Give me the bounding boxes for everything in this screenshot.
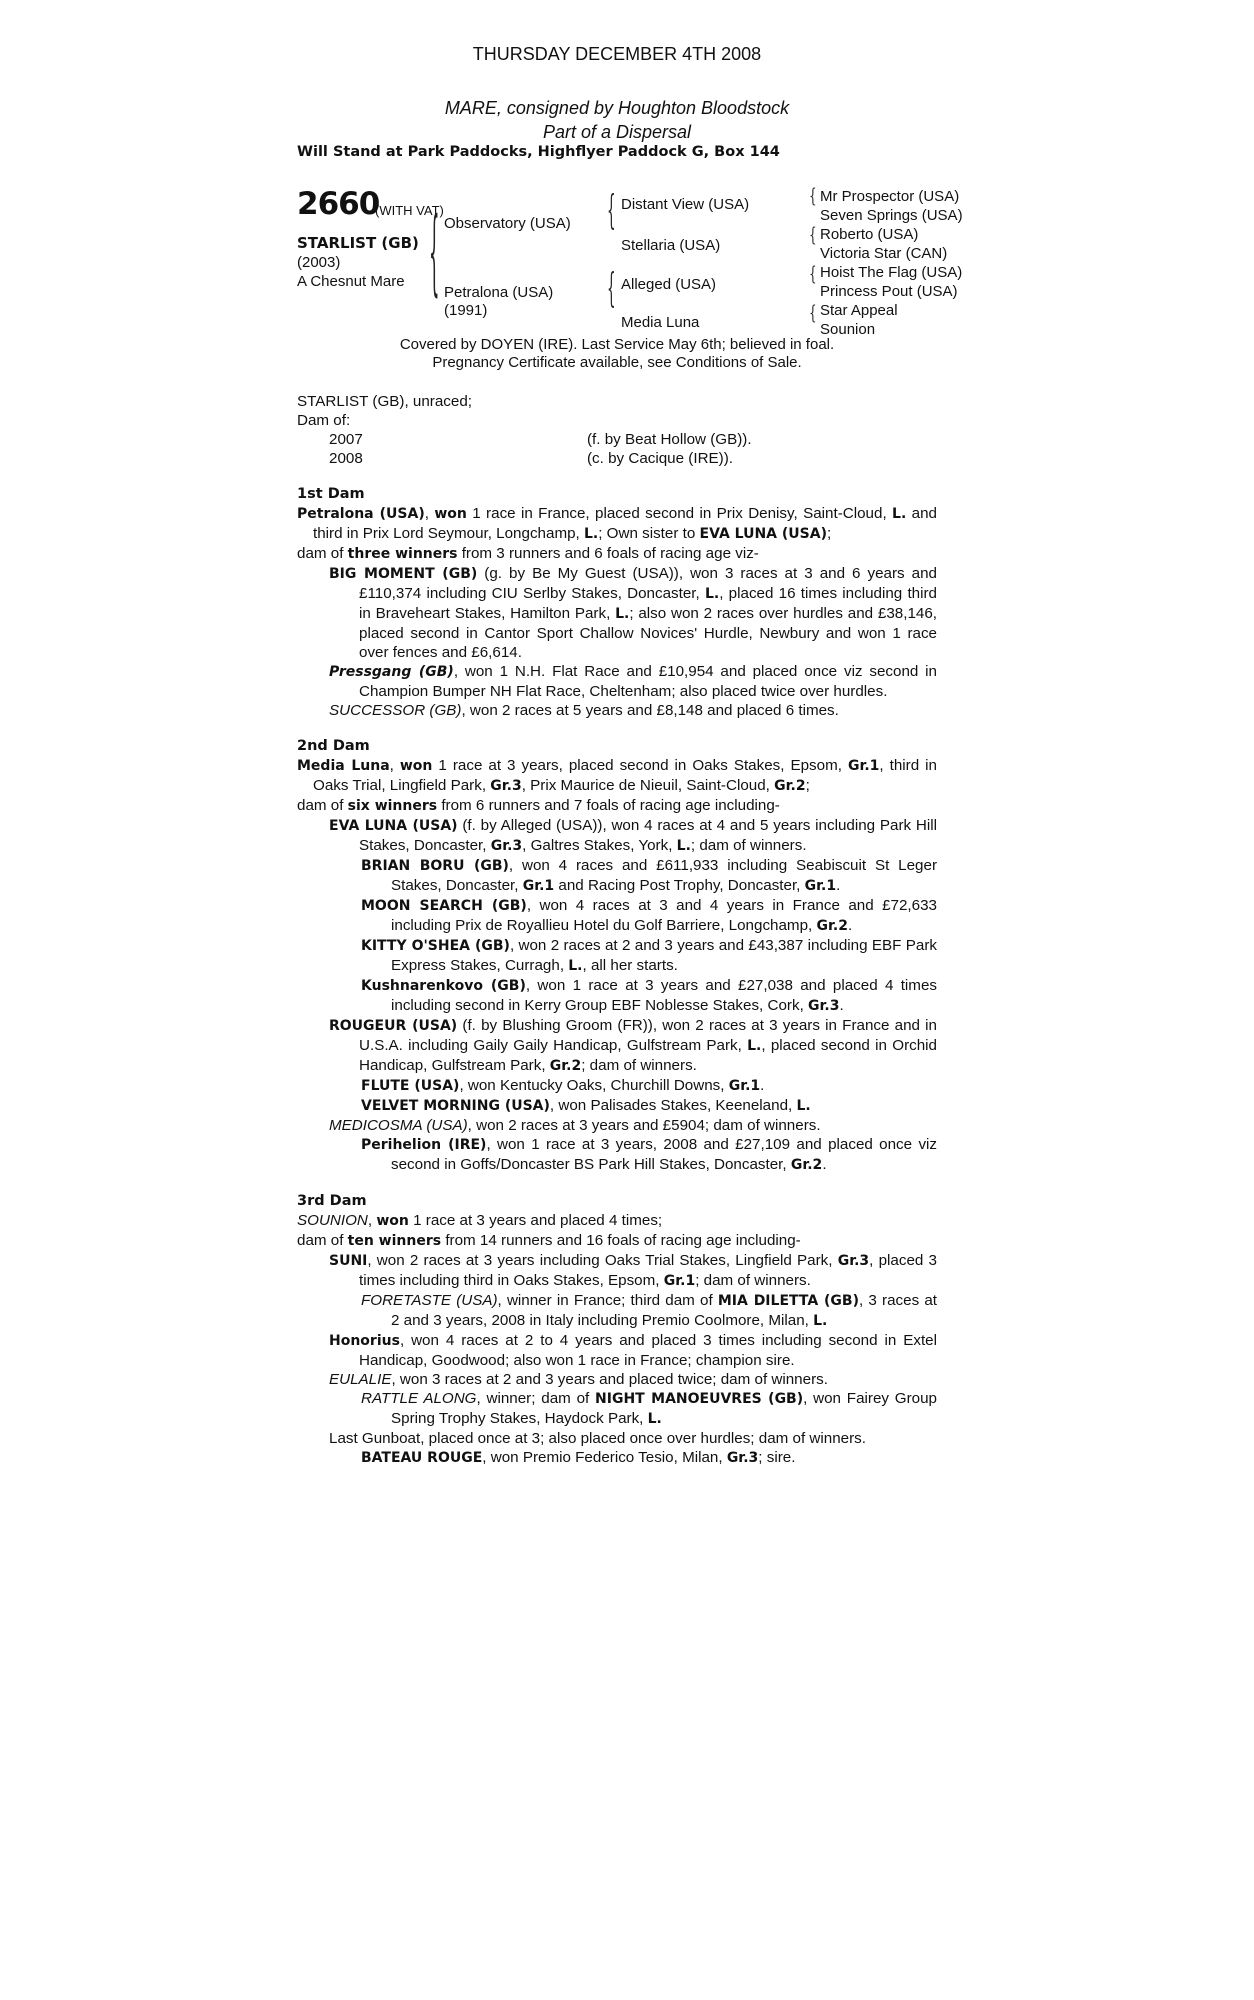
- dispersal-line: Part of a Dispersal: [542, 122, 692, 142]
- pedigree-gen3-6: Princess Pout (USA): [820, 283, 958, 300]
- progeny-entry: SUCCESSOR (GB), won 2 races at 5 years and £8,148 and placed 6 times.: [329, 702, 839, 719]
- consignor-line: MARE, consigned by Houghton Bloodstock: [444, 98, 790, 118]
- pedigree-gen3-7: Star Appeal: [820, 302, 898, 319]
- third-dam-produce-summary: dam of ten winners from 14 runners and 16 foals of racing age including-: [297, 1232, 801, 1249]
- first-dam-produce-summary: dam of three winners from 3 runners and 6 foals of racing age viz-: [297, 545, 759, 562]
- pedigree-brace-ss: {: [809, 183, 817, 207]
- third-dam-entry: SOUNION, won 1 race at 3 years and placed 4 times;: [297, 1212, 663, 1229]
- progeny-entry: BATEAU ROUGE, won Premio Federico Tesio, Milan, Gr.3; sire.: [361, 1449, 796, 1466]
- foaling-year: (2003): [297, 254, 341, 271]
- pedigree-dam-year: (1991): [444, 302, 488, 319]
- progeny-entry: KITTY O'SHEA (GB), won 2 races at 2 and 3 years and £43,387 including EBF Park Express Stakes, Curragh, L., all her starts.: [361, 937, 937, 974]
- horse-name: STARLIST (GB): [297, 234, 419, 252]
- second-dam-produce-summary: dam of six winners from 6 runners and 7 foals of racing age including-: [297, 797, 780, 814]
- produce-text: (c. by Cacique (IRE)).: [587, 450, 734, 467]
- pedigree-dam: Petralona (USA): [444, 284, 554, 301]
- produce-text: (f. by Beat Hollow (GB)).: [587, 431, 752, 448]
- produce-row: [297, 449, 937, 468]
- progeny-entry: Kushnarenkovo (GB), won 1 race at 3 years and £27,038 and placed 4 times including second in Kerry Group EBF Noblesse Stakes, Cork, Gr.3.: [361, 977, 937, 1014]
- progeny-entry: BRIAN BORU (GB), won 4 races and £611,933 including Seabiscuit St Leger Stakes, Doncaster, Gr.1 and Racing Post Trophy, Doncaster, Gr.1.: [361, 857, 937, 894]
- progeny-entry: MEDICOSMA (USA), won 2 races at 3 years and £5904; dam of winners.: [329, 1117, 821, 1134]
- second-dam-entry: Media Luna, won 1 race at 3 years, placed second in Oaks Stakes, Epsom, Gr.1, third in Oaks Trial, Lingfield Park, Gr.3, Prix Maurice de Nieuil, Saint-Cloud, Gr.2;: [297, 757, 937, 794]
- second-dam-heading: 2nd Dam: [297, 738, 370, 754]
- produce-intro: STARLIST (GB), unraced;: [297, 393, 472, 410]
- pedigree-dam-sire: Alleged (USA): [621, 276, 717, 293]
- progeny-entry: RATTLE ALONG, winner; dam of NIGHT MANOEUVRES (GB), won Fairey Group Spring Trophy Stakes, Haydock Park, L.: [361, 1390, 937, 1427]
- sale-date: THURSDAY DECEMBER 4TH 2008: [472, 44, 762, 64]
- produce-year: 2007: [329, 431, 363, 448]
- progeny-entry: ROUGEUR (USA) (f. by Blushing Groom (FR)), won 2 races at 3 years in France and in U.S.A. including Gaily Gaily Handicap, Gulfstream Park, L., placed second in Orchid Handicap, Gulfstream Park, Gr.2; dam of winners.: [329, 1017, 937, 1074]
- third-dam-heading: 3rd Dam: [297, 1193, 367, 1209]
- produce-row: [297, 430, 937, 449]
- stand-location: Will Stand at Park Paddocks, Highflyer Paddock G, Box 144: [297, 144, 780, 160]
- covered-line: Covered by DOYEN (IRE). Last Service May 6th; believed in foal.: [399, 336, 835, 353]
- progeny-entry: FORETASTE (USA), winner in France; third dam of MIA DILETTA (GB), 3 races at 2 and 3 years, 2008 in Italy including Premio Coolmore, Milan, L.: [361, 1292, 938, 1329]
- progeny-entry: VELVET MORNING (USA), won Palisades Stakes, Keeneland, L.: [361, 1097, 811, 1114]
- lot-number: 2660: [297, 186, 380, 222]
- first-dam-entry: Petralona (USA), won 1 race in France, placed second in Prix Denisy, Saint-Cloud, L. and third in Prix Lord Seymour, Longchamp, L.; Own sister to EVA LUNA (USA);: [297, 505, 937, 542]
- pedigree-sire: Observatory (USA): [444, 215, 571, 232]
- catalogue-body: [297, 392, 937, 1468]
- pedigree-brace-dam: {: [607, 265, 616, 313]
- consignment: [297, 96, 937, 144]
- produce-year: 2008: [329, 450, 363, 467]
- first-dam-heading: 1st Dam: [297, 486, 365, 502]
- progeny-entry: Last Gunboat, placed once at 3; also placed once over hurdles; dam of winners.: [329, 1430, 866, 1447]
- pedigree-gen3-5: Hoist The Flag (USA): [820, 264, 963, 281]
- pedigree-gen3-4: Victoria Star (CAN): [820, 245, 948, 262]
- vat-note: (WITH VAT): [375, 203, 444, 218]
- pedigree-gen3-8: Sounion: [820, 321, 876, 338]
- pedigree-gen3-2: Seven Springs (USA): [820, 207, 963, 224]
- pedigree-brace-ds: {: [809, 261, 817, 285]
- pedigree-brace-sd: {: [809, 222, 817, 246]
- progeny-entry: Perihelion (IRE), won 1 race at 3 years, 2008 and £27,109 and placed once viz second in Goffs/Doncaster BS Park Hill Stakes, Doncaster, Gr.2.: [361, 1136, 938, 1173]
- horse-description: A Chesnut Mare: [297, 273, 405, 290]
- pedigree-gen3-1: Mr Prospector (USA): [820, 188, 960, 205]
- pedigree-brace-dd: {: [809, 300, 817, 324]
- progeny-entry: FLUTE (USA), won Kentucky Oaks, Churchill Downs, Gr.1.: [361, 1077, 765, 1094]
- pedigree-sire-dam: Stellaria (USA): [621, 237, 721, 254]
- progeny-entry: EVA LUNA (USA) (f. by Alleged (USA)), won 4 races at 4 and 5 years including Park Hill Stakes, Doncaster, Gr.3, Galtres Stakes, York, L.; dam of winners.: [329, 817, 937, 854]
- progeny-entry: SUNI, won 2 races at 3 years including Oaks Trial Stakes, Lingfield Park, Gr.3, placed 3 times including third in Oaks Stakes, Epsom, Gr.1; dam of winners.: [329, 1252, 937, 1289]
- produce-dam-of: Dam of:: [297, 412, 351, 429]
- pedigree-dam-dam: Media Luna: [621, 314, 700, 331]
- pregnancy-line: Pregnancy Certificate available, see Conditions of Sale.: [432, 354, 802, 371]
- pedigree-brace-main: {: [429, 200, 440, 309]
- progeny-entry: Honorius, won 4 races at 2 to 4 years and placed 3 times including second in Extel Handicap, Goodwood; also won 1 race in France; champion sire.: [329, 1332, 937, 1369]
- covering-note: [297, 336, 937, 372]
- progeny-entry: BIG MOMENT (GB) (g. by Be My Guest (USA)), won 3 races at 3 and 6 years and £110,374 including CIU Serlby Stakes, Doncaster, L., placed 16 times including third in Braveheart Stakes, Hamilton Park, L.; also won 2 races over hurdles and £38,146, placed second in Cantor Sport Challow Novices' Hurdle, Newbury and won 1 race over fences and £6,614.: [329, 565, 938, 661]
- progeny-entry: Pressgang (GB), won 1 N.H. Flat Race and £10,954 and placed once viz second in Champion Bumper NH Flat Race, Cheltenham; also placed twice over hurdles.: [329, 663, 938, 700]
- pedigree-sire-sire: Distant View (USA): [621, 196, 750, 213]
- pedigree-gen3-3: Roberto (USA): [820, 226, 919, 243]
- progeny-entry: EULALIE, won 3 races at 2 and 3 years and placed twice; dam of winners.: [329, 1371, 828, 1388]
- pedigree-brace-sire: {: [607, 187, 616, 235]
- progeny-entry: MOON SEARCH (GB), won 4 races at 3 and 4 years in France and £72,633 including Prix de Royallieu Hotel du Golf Barriere, Longchamp, Gr.2.: [361, 897, 937, 934]
